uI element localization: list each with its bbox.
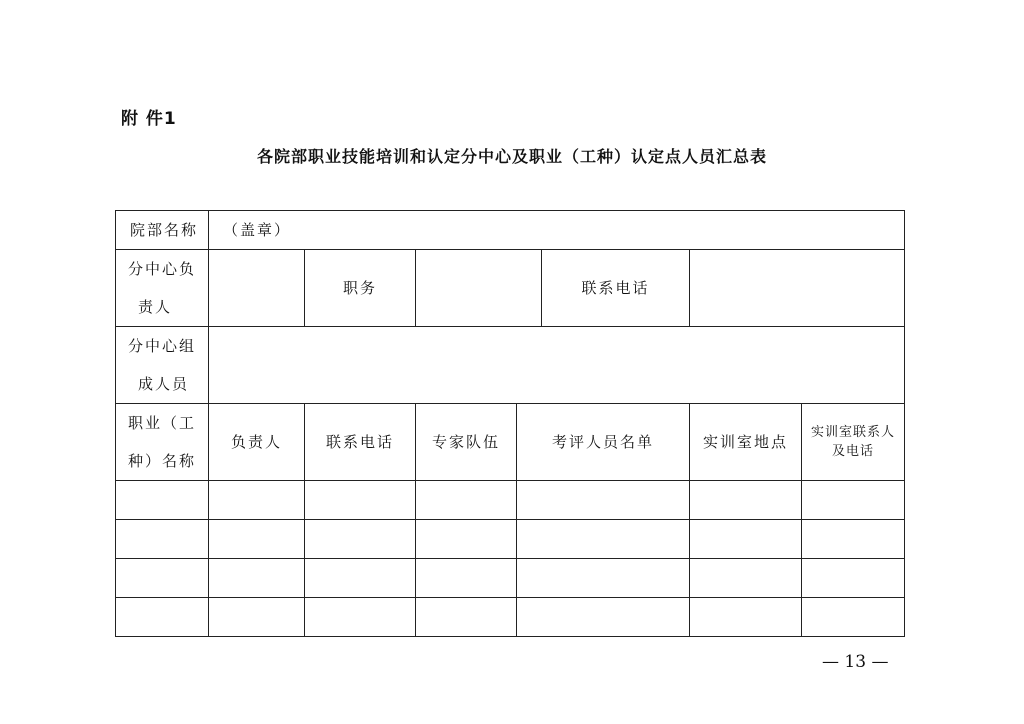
phone-value[interactable] <box>690 250 905 327</box>
position-value[interactable] <box>416 250 542 327</box>
table-cell[interactable] <box>116 598 209 637</box>
table-cell[interactable] <box>416 598 517 637</box>
col-phone: 联系电话 <box>305 404 416 481</box>
table-cell[interactable] <box>690 559 802 598</box>
table-cell[interactable] <box>305 598 416 637</box>
table-cell[interactable] <box>209 520 305 559</box>
table-cell[interactable] <box>305 481 416 520</box>
table-cell[interactable] <box>116 559 209 598</box>
table-row <box>116 598 905 637</box>
center-members-value[interactable] <box>209 327 905 404</box>
table-cell[interactable] <box>517 481 690 520</box>
col-expert-team: 专家队伍 <box>416 404 517 481</box>
table-cell[interactable] <box>209 598 305 637</box>
table-cell[interactable] <box>802 481 905 520</box>
table-cell[interactable] <box>802 598 905 637</box>
table-row <box>116 520 905 559</box>
table-cell[interactable] <box>416 481 517 520</box>
center-members-label: 分中心组 成人员 <box>116 327 209 404</box>
center-head-label: 分中心负 责人 <box>116 250 209 327</box>
col-responsible: 负责人 <box>209 404 305 481</box>
table-cell[interactable] <box>517 520 690 559</box>
dept-name-label: 院部名称 <box>116 211 209 250</box>
table-cell[interactable] <box>305 559 416 598</box>
center-members-row <box>116 327 905 404</box>
position-label: 职务 <box>305 250 416 327</box>
occupation-label: 职业（工 种）名称 <box>116 404 209 481</box>
center-head-value[interactable] <box>209 250 305 327</box>
summary-table <box>115 210 905 637</box>
page-number: — 13 — <box>822 652 889 672</box>
phone-label: 联系电话 <box>542 250 690 327</box>
occupation-header-row <box>116 404 905 481</box>
table-cell[interactable] <box>116 520 209 559</box>
seal-field[interactable]: （盖章） <box>209 211 905 250</box>
table-cell[interactable] <box>690 520 802 559</box>
attachment-label: 附 件1 <box>121 109 177 129</box>
table-cell[interactable] <box>690 481 802 520</box>
table-cell[interactable] <box>517 559 690 598</box>
table-cell[interactable] <box>209 481 305 520</box>
page-title: 各院部职业技能培训和认定分中心及职业（工种）认定点人员汇总表 <box>256 147 767 166</box>
table-cell[interactable] <box>802 520 905 559</box>
table-cell[interactable] <box>690 598 802 637</box>
table-row <box>116 559 905 598</box>
table-cell[interactable] <box>416 559 517 598</box>
table-cell[interactable] <box>209 559 305 598</box>
table-cell[interactable] <box>802 559 905 598</box>
dept-row <box>116 211 905 250</box>
table-cell[interactable] <box>305 520 416 559</box>
table-cell[interactable] <box>416 520 517 559</box>
table-row <box>116 481 905 520</box>
table-cell[interactable] <box>517 598 690 637</box>
table-cell[interactable] <box>116 481 209 520</box>
col-assessors: 考评人员名单 <box>517 404 690 481</box>
col-training-contact: 实训室联系人 及电话 <box>802 404 905 481</box>
center-head-row <box>116 250 905 327</box>
col-training-site: 实训室地点 <box>690 404 802 481</box>
